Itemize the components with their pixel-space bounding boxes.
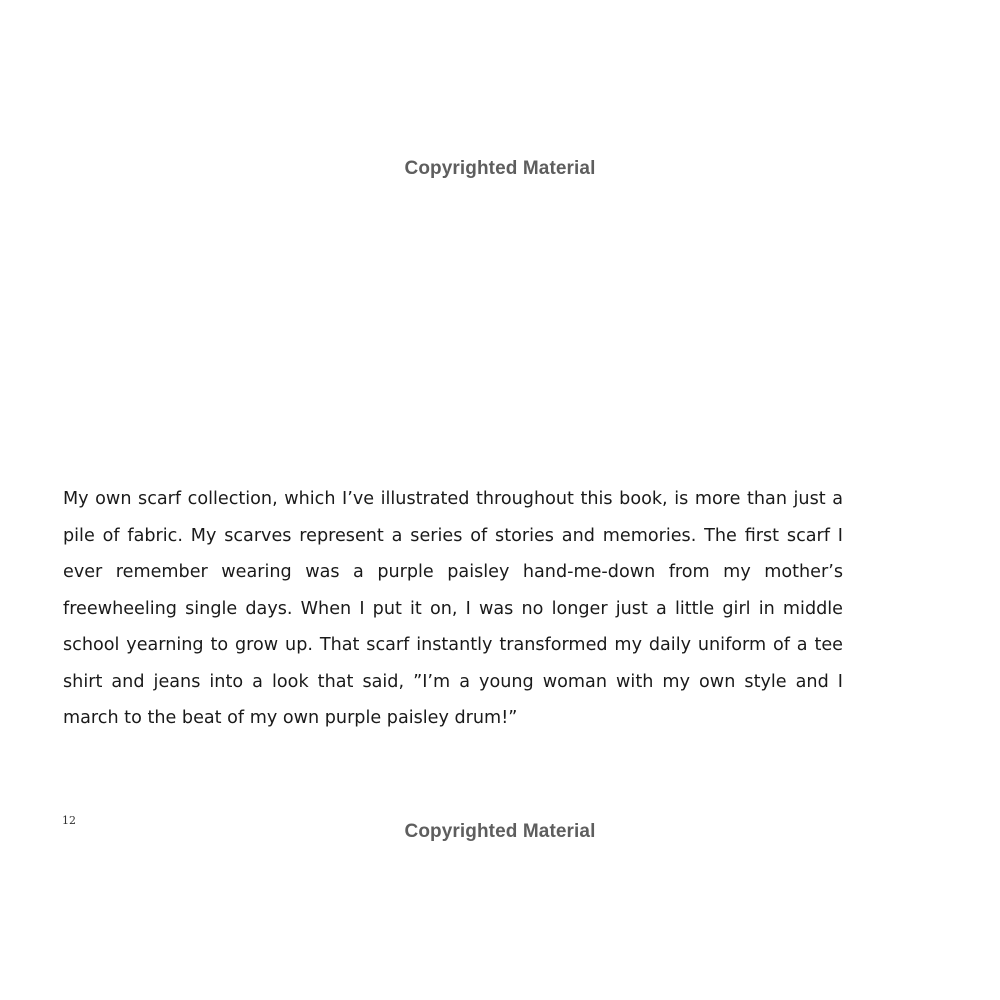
body-paragraph: My own scarf collection, which I’ve illustrated throughout this book, is more than just a pile of fabric. My scarves represent a series of stories and memories. The first scarf I ever remember wearing was a purple paisley hand-me-down from my mother’s freewheeling single days. When I put it on, I was no longer just a little girl in middle school yearning to grow up. That scarf instantly transformed my daily uniform of a tee shirt and jeans into a look that said, ”I’m a young woman with my own style and I march to the beat of my own purple paisley drum!” <box>63 489 843 728</box>
page-number: 12 <box>62 814 76 827</box>
copyright-watermark-top: Copyrighted Material <box>404 158 596 179</box>
copyright-watermark-bottom: Copyrighted Material <box>404 821 596 842</box>
